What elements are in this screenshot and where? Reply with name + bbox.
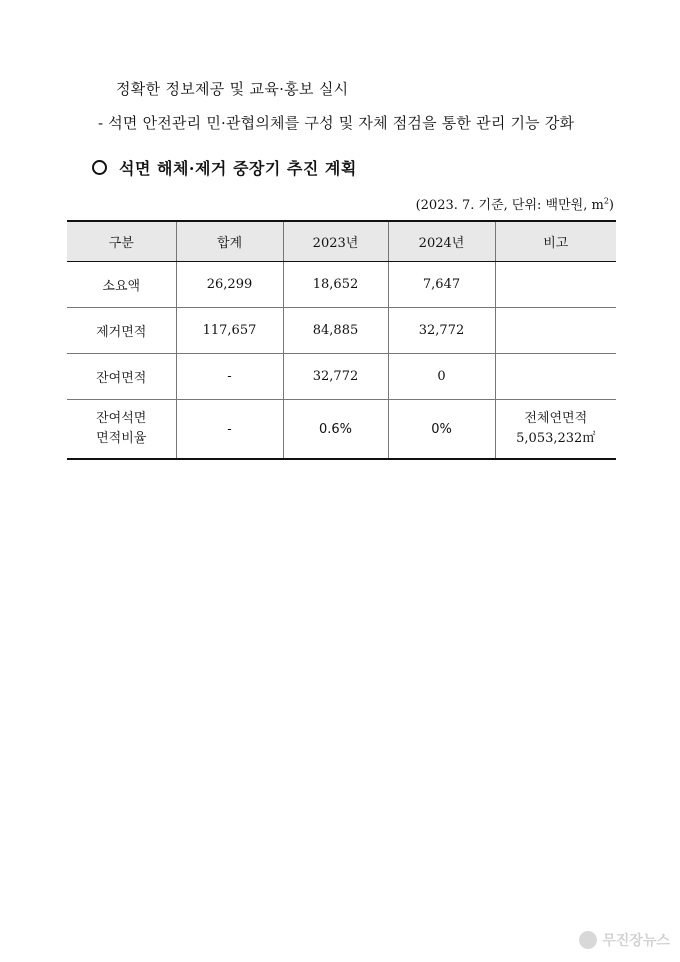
watermark-text: 무진장뉴스 xyxy=(602,933,670,949)
cell-remarks xyxy=(495,354,616,400)
cell-total: 117,657 xyxy=(176,308,283,354)
row-label: 제거면적 xyxy=(67,308,176,354)
cell-2024: 32,772 xyxy=(388,308,495,354)
cell-remarks xyxy=(495,262,616,308)
header-2023: 2023년 xyxy=(283,221,388,262)
bullet-line-info: 정확한 정보제공 및 교육·홍보 실시 xyxy=(116,80,349,98)
cell-2023: 0.6% xyxy=(283,400,388,460)
watermark xyxy=(579,930,670,950)
cell-2024: 0 xyxy=(388,354,495,400)
table-row xyxy=(67,354,616,400)
bullet-line-council: - 석면 안전관리 민·관협의체를 구성 및 자체 점검을 통한 관리 기능 강화 xyxy=(98,114,575,132)
cell-total: - xyxy=(176,400,283,460)
cell-total: - xyxy=(176,354,283,400)
table-header-row xyxy=(67,221,616,262)
row-label: 잔여면적 xyxy=(67,354,176,400)
asbestos-plan-table xyxy=(67,220,616,460)
cell-2023: 18,652 xyxy=(283,262,388,308)
section-heading-text: 석면 해체·제거 중장기 추진 계획 xyxy=(119,159,357,178)
unit-note xyxy=(416,194,614,213)
cell-2023: 84,885 xyxy=(283,308,388,354)
header-category: 구분 xyxy=(67,221,176,262)
unit-note-sup: 2 xyxy=(603,196,609,206)
remarks-line2: 5,053,232㎡ xyxy=(516,431,596,446)
cell-2023: 32,772 xyxy=(283,354,388,400)
header-remarks: 비고 xyxy=(495,221,616,262)
cell-2024: 0% xyxy=(388,400,495,460)
unit-note-close: ) xyxy=(608,198,614,213)
header-total: 합계 xyxy=(176,221,283,262)
cell-remarks xyxy=(495,308,616,354)
cell-remarks xyxy=(495,400,616,460)
cell-total: 26,299 xyxy=(176,262,283,308)
table-row xyxy=(67,400,616,460)
cell-2024: 7,647 xyxy=(388,262,495,308)
section-heading xyxy=(92,156,357,179)
row-label-line2: 면적비율 xyxy=(96,431,147,446)
row-label: 소요액 xyxy=(67,262,176,308)
table-row xyxy=(67,308,616,354)
header-2024: 2024년 xyxy=(388,221,495,262)
circle-bullet-icon xyxy=(92,160,107,175)
row-label xyxy=(67,400,176,460)
row-label-line1: 잔여석면 xyxy=(96,411,147,426)
remarks-line1: 전체연면적 xyxy=(524,411,588,426)
unit-note-text: (2023. 7. 기준, 단위: 백만원, m xyxy=(415,198,604,213)
watermark-logo-icon xyxy=(579,931,597,949)
table-row xyxy=(67,262,616,308)
